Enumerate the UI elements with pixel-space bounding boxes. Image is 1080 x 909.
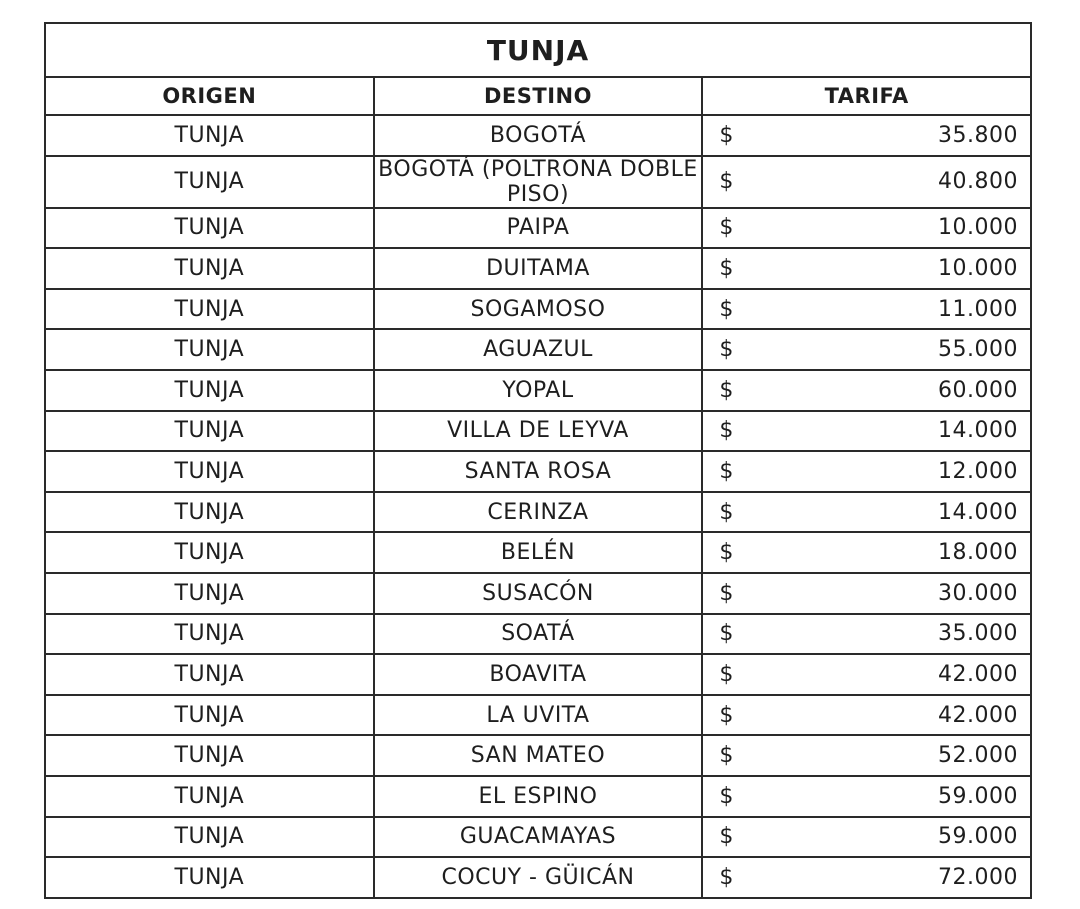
fare-amount: 35.800: [938, 122, 1018, 148]
table-row: [45, 156, 1031, 208]
currency-symbol: $: [719, 337, 734, 363]
table-row: [45, 370, 1031, 411]
fare-amount: 72.000: [938, 864, 1018, 890]
tarifa-cell: [702, 817, 1031, 858]
tarifa-cell: [702, 573, 1031, 614]
fare-amount: 12.000: [938, 458, 1018, 484]
header-origen: ORIGEN: [45, 77, 374, 115]
table-row: [45, 329, 1031, 370]
currency-symbol: $: [719, 824, 734, 850]
currency-symbol: $: [719, 540, 734, 566]
fare-table: [44, 22, 1032, 899]
table-row: [45, 695, 1031, 736]
tarifa-cell: [702, 735, 1031, 776]
tarifa-cell: [702, 248, 1031, 289]
table-row: [45, 208, 1031, 249]
table-row: [45, 532, 1031, 573]
fare-amount: 55.000: [938, 337, 1018, 363]
origen-cell: TUNJA: [45, 451, 374, 492]
fare-amount: 59.000: [938, 783, 1018, 809]
fare-amount: 14.000: [938, 499, 1018, 525]
currency-symbol: $: [719, 783, 734, 809]
table-row: [45, 776, 1031, 817]
fare-amount: 59.000: [938, 824, 1018, 850]
fare-amount: 30.000: [938, 580, 1018, 606]
table-row: [45, 654, 1031, 695]
fare-amount: 60.000: [938, 377, 1018, 403]
destino-cell: PAIPA: [374, 208, 703, 249]
destino-cell: SUSACÓN: [374, 573, 703, 614]
table-row: [45, 573, 1031, 614]
currency-symbol: $: [719, 621, 734, 647]
table-title: TUNJA: [45, 23, 1031, 77]
currency-symbol: $: [719, 169, 734, 195]
currency-symbol: $: [719, 458, 734, 484]
destino-cell: EL ESPINO: [374, 776, 703, 817]
table-row: [45, 817, 1031, 858]
tarifa-cell: [702, 654, 1031, 695]
destino-cell: YOPAL: [374, 370, 703, 411]
origen-cell: TUNJA: [45, 411, 374, 452]
tarifa-cell: [702, 329, 1031, 370]
currency-symbol: $: [719, 255, 734, 281]
table-row: [45, 411, 1031, 452]
destino-cell: AGUAZUL: [374, 329, 703, 370]
currency-symbol: $: [719, 580, 734, 606]
table-row: [45, 614, 1031, 655]
fare-amount: 52.000: [938, 743, 1018, 769]
origen-cell: TUNJA: [45, 614, 374, 655]
table-row: [45, 451, 1031, 492]
tarifa-cell: [702, 370, 1031, 411]
currency-symbol: $: [719, 296, 734, 322]
destino-cell: LA UVITA: [374, 695, 703, 736]
table-row: [45, 735, 1031, 776]
tarifa-cell: [702, 289, 1031, 330]
destino-cell: BOGOTÁ: [374, 115, 703, 156]
table-row: [45, 289, 1031, 330]
tarifa-cell: [702, 695, 1031, 736]
origen-cell: TUNJA: [45, 735, 374, 776]
origen-cell: TUNJA: [45, 857, 374, 898]
origen-cell: TUNJA: [45, 289, 374, 330]
table-row: [45, 248, 1031, 289]
fare-sheet: [44, 22, 1032, 899]
currency-symbol: $: [719, 215, 734, 241]
currency-symbol: $: [719, 499, 734, 525]
currency-symbol: $: [719, 702, 734, 728]
fare-amount: 14.000: [938, 418, 1018, 444]
tarifa-cell: [702, 208, 1031, 249]
origen-cell: TUNJA: [45, 370, 374, 411]
tarifa-cell: [702, 451, 1031, 492]
destino-cell: CERINZA: [374, 492, 703, 533]
header-destino: DESTINO: [374, 77, 703, 115]
fare-table-body: [45, 115, 1031, 898]
header-row: [45, 77, 1031, 115]
tarifa-cell: [702, 857, 1031, 898]
fare-amount: 10.000: [938, 255, 1018, 281]
tarifa-cell: [702, 614, 1031, 655]
currency-symbol: $: [719, 661, 734, 687]
currency-symbol: $: [719, 418, 734, 444]
tarifa-cell: [702, 492, 1031, 533]
currency-symbol: $: [719, 743, 734, 769]
table-row: [45, 115, 1031, 156]
destino-cell: SAN MATEO: [374, 735, 703, 776]
tarifa-cell: [702, 532, 1031, 573]
table-row: [45, 857, 1031, 898]
destino-cell: VILLA DE LEYVA: [374, 411, 703, 452]
origen-cell: TUNJA: [45, 532, 374, 573]
origen-cell: TUNJA: [45, 115, 374, 156]
destino-cell: DUITAMA: [374, 248, 703, 289]
fare-amount: 10.000: [938, 215, 1018, 241]
table-row: [45, 492, 1031, 533]
origen-cell: TUNJA: [45, 654, 374, 695]
destino-cell: COCUY - GÜICÁN: [374, 857, 703, 898]
destino-cell: GUACAMAYAS: [374, 817, 703, 858]
header-tarifa: TARIFA: [702, 77, 1031, 115]
fare-amount: 42.000: [938, 661, 1018, 687]
destino-cell: SOGAMOSO: [374, 289, 703, 330]
fare-amount: 11.000: [938, 296, 1018, 322]
tarifa-cell: [702, 411, 1031, 452]
currency-symbol: $: [719, 377, 734, 403]
tarifa-cell: [702, 115, 1031, 156]
fare-amount: 18.000: [938, 540, 1018, 566]
origen-cell: TUNJA: [45, 776, 374, 817]
destino-cell: BELÉN: [374, 532, 703, 573]
fare-amount: 42.000: [938, 702, 1018, 728]
destino-cell: SOATÁ: [374, 614, 703, 655]
currency-symbol: $: [719, 122, 734, 148]
origen-cell: TUNJA: [45, 695, 374, 736]
fare-amount: 35.000: [938, 621, 1018, 647]
origen-cell: TUNJA: [45, 492, 374, 533]
destino-cell: SANTA ROSA: [374, 451, 703, 492]
destino-cell: BOGOTÁ (POLTRONA DOBLE PISO): [374, 156, 703, 208]
destino-cell: BOAVITA: [374, 654, 703, 695]
currency-symbol: $: [719, 864, 734, 890]
origen-cell: TUNJA: [45, 573, 374, 614]
origen-cell: TUNJA: [45, 248, 374, 289]
origen-cell: TUNJA: [45, 329, 374, 370]
tarifa-cell: [702, 156, 1031, 208]
origen-cell: TUNJA: [45, 208, 374, 249]
title-row: [45, 23, 1031, 77]
fare-amount: 40.800: [938, 169, 1018, 195]
tarifa-cell: [702, 776, 1031, 817]
origen-cell: TUNJA: [45, 156, 374, 208]
origen-cell: TUNJA: [45, 817, 374, 858]
